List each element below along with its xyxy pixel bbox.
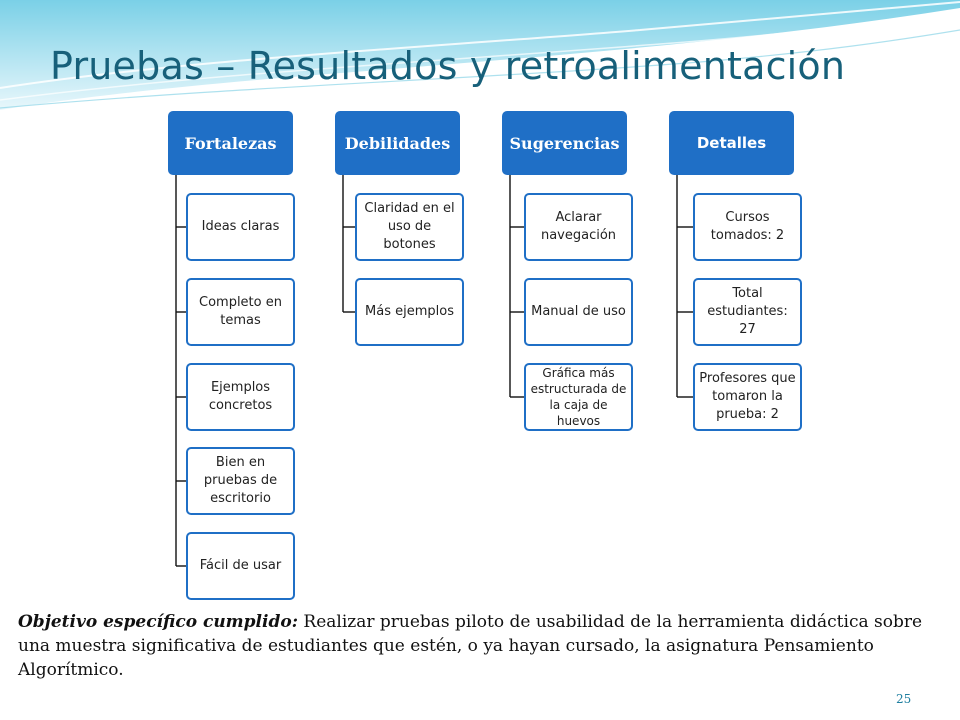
objective-paragraph bbox=[18, 610, 938, 682]
item-grafica-caja-huevos: Gráfica más estructurada de la caja de huevos bbox=[524, 363, 633, 431]
item-bien-en-pruebas: Bien en pruebas de escritorio bbox=[186, 447, 295, 515]
header-detalles: Detalles bbox=[669, 111, 794, 175]
header-debilidades: Debilidades bbox=[335, 111, 460, 175]
item-manual-de-uso: Manual de uso bbox=[524, 278, 633, 346]
slide-title: Pruebas – Resultados y retroalimentación bbox=[50, 44, 846, 88]
item-ejemplos-concretos: Ejemplos concretos bbox=[186, 363, 295, 431]
header-sugerencias: Sugerencias bbox=[502, 111, 627, 175]
page-number: 25 bbox=[896, 692, 912, 706]
objective-lead: Objetivo específico cumplido: bbox=[18, 612, 298, 632]
item-mas-ejemplos: Más ejemplos bbox=[355, 278, 464, 346]
header-fortalezas: Fortalezas bbox=[168, 111, 293, 175]
item-claridad-botones: Claridad en el uso de botones bbox=[355, 193, 464, 261]
item-completo-en-temas: Completo en temas bbox=[186, 278, 295, 346]
item-aclarar-navegacion: Aclarar navegación bbox=[524, 193, 633, 261]
item-ideas-claras: Ideas claras bbox=[186, 193, 295, 261]
item-cursos-tomados: Cursos tomados: 2 bbox=[693, 193, 802, 261]
item-profesores-prueba: Profesores que tomaron la prueba: 2 bbox=[693, 363, 802, 431]
item-facil-de-usar: Fácil de usar bbox=[186, 532, 295, 600]
objective-text: Realizar pruebas piloto de usabilidad de la herramienta didáctica sobre una muestra significativa de estudiantes que estén, o ya hayan cursado, la asignatura Pensamiento Algorítmico. bbox=[18, 612, 923, 680]
item-total-estudiantes: Total estudiantes: 27 bbox=[693, 278, 802, 346]
